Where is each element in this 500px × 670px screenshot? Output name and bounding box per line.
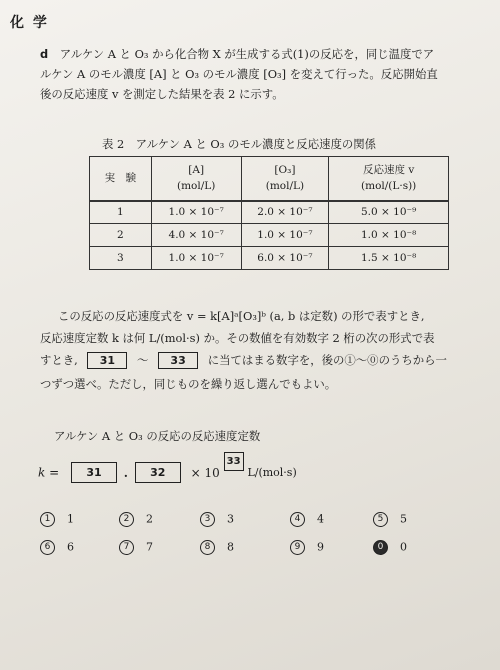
choice-value: 3 [227, 512, 234, 526]
question-line-3-pre: すとき, [40, 353, 78, 367]
table-cell: 5.0 × 10⁻⁹ [329, 201, 449, 224]
header-conc-a-label: [A] [188, 164, 205, 177]
question-line-3-post: に当てはまる数字を，後の①～⓪のうちから一 [207, 353, 447, 367]
question-label: d [40, 47, 49, 61]
table-cell: 1 [90, 201, 152, 224]
times-ten: × 10 [190, 465, 220, 480]
choice-value: 6 [67, 540, 74, 554]
circled-digit-icon: 5 [373, 512, 388, 527]
choice-0[interactable] [373, 540, 407, 555]
table-row [90, 201, 449, 224]
choice-value: 7 [146, 540, 153, 554]
header-rate-unit: (mol/(L·s)) [361, 180, 417, 193]
choice-3[interactable] [200, 512, 234, 527]
choice-value: 1 [67, 512, 74, 526]
choice-8[interactable] [200, 540, 234, 555]
circled-digit-icon: 9 [290, 540, 305, 555]
unit-label: L/(mol·s) [247, 466, 297, 479]
choice-2[interactable] [119, 512, 153, 527]
answer-box-33[interactable]: 33 [158, 352, 198, 369]
header-conc-a [151, 157, 241, 201]
header-conc-o3-label: [O₃] [274, 164, 296, 177]
choice-value: 5 [400, 512, 407, 526]
intro-line-2: ルケン A のモル濃度 [A] と O₃ のモル濃度 [O₃] を変えて行った。反応開始直 [40, 67, 438, 81]
answer-box-33[interactable]: 33 [224, 452, 244, 471]
table-cell: 1.5 × 10⁻⁸ [329, 247, 449, 270]
k-label: k = [38, 465, 60, 480]
table-cell: 1.0 × 10⁻⁸ [329, 224, 449, 247]
answer-box-31[interactable]: 31 [87, 352, 127, 369]
header-experiment-label: 実 験 [104, 172, 137, 185]
choice-4[interactable] [290, 512, 324, 527]
circled-digit-icon: 6 [40, 540, 55, 555]
circled-digit-icon: 1 [40, 512, 55, 527]
choice-1[interactable] [40, 512, 74, 527]
question-line-1: この反応の反応速度式を v = k[A]ᵃ[O₃]ᵇ (a, b は定数) の形で表すとき, [58, 309, 425, 323]
choice-5[interactable] [373, 512, 407, 527]
choice-6[interactable] [40, 540, 74, 555]
header-conc-o3-unit: (mol/L) [265, 180, 305, 193]
choice-value: 2 [146, 512, 153, 526]
table-cell: 6.0 × 10⁻⁷ [241, 247, 329, 270]
header-rate [329, 157, 449, 201]
circled-digit-icon: 7 [119, 540, 134, 555]
table-cell: 4.0 × 10⁻⁷ [151, 224, 241, 247]
choice-9[interactable] [290, 540, 324, 555]
header-conc-o3 [241, 157, 329, 201]
table-cell: 2.0 × 10⁻⁷ [241, 201, 329, 224]
data-table [89, 156, 449, 270]
subject-heading: 化 学 [10, 15, 49, 31]
intro-text-1: アルケン A と O₃ から化合物 X が生成する式(1)の反応を，同じ温度でア [59, 47, 435, 61]
header-rate-label: 反応速度 v [363, 164, 415, 177]
question-line-2: 反応速度定数 k は何 L/(mol·s) か。その数値を有効数字 2 桁の次の形式で表 [40, 331, 435, 345]
table-cell: 1.0 × 10⁻⁷ [151, 247, 241, 270]
header-experiment [90, 157, 152, 201]
intro-line-3: 後の反応速度 v を測定した結果を表 2 に示す。 [40, 87, 284, 101]
question-line-4: つずつ選べ。ただし，同じものを繰り返し選んでもよい。 [40, 377, 337, 391]
table-cell: 3 [90, 247, 152, 270]
circled-digit-icon: 3 [200, 512, 215, 527]
table-row [90, 224, 449, 247]
choice-value: 4 [317, 512, 324, 526]
decimal-point: . [123, 465, 128, 480]
choice-value: 8 [227, 540, 234, 554]
table-header-row [90, 157, 449, 201]
answer-form [38, 456, 297, 483]
circled-digit-icon: 8 [200, 540, 215, 555]
table-row [90, 247, 449, 270]
table-cell: 1.0 × 10⁻⁷ [241, 224, 329, 247]
answer-heading: アルケン A と O₃ の反応の反応速度定数 [54, 429, 261, 443]
answer-box-31[interactable]: 31 [71, 462, 117, 483]
table-caption: 表 2 アルケン A と O₃ のモル濃度と反応速度の関係 [102, 137, 377, 151]
circled-digit-icon: 2 [119, 512, 134, 527]
table-cell: 2 [90, 224, 152, 247]
tilde: ～ [137, 353, 149, 367]
circled-digit-icon: 0 [373, 540, 388, 555]
choice-value: 0 [400, 540, 407, 554]
question-line-3 [40, 350, 447, 370]
choice-value: 9 [317, 540, 324, 554]
table-cell: 1.0 × 10⁻⁷ [151, 201, 241, 224]
header-conc-a-unit: (mol/L) [177, 180, 216, 193]
intro-line-1 [40, 44, 434, 64]
circled-digit-icon: 4 [290, 512, 305, 527]
choice-7[interactable] [119, 540, 153, 555]
answer-box-32[interactable]: 32 [135, 462, 181, 483]
